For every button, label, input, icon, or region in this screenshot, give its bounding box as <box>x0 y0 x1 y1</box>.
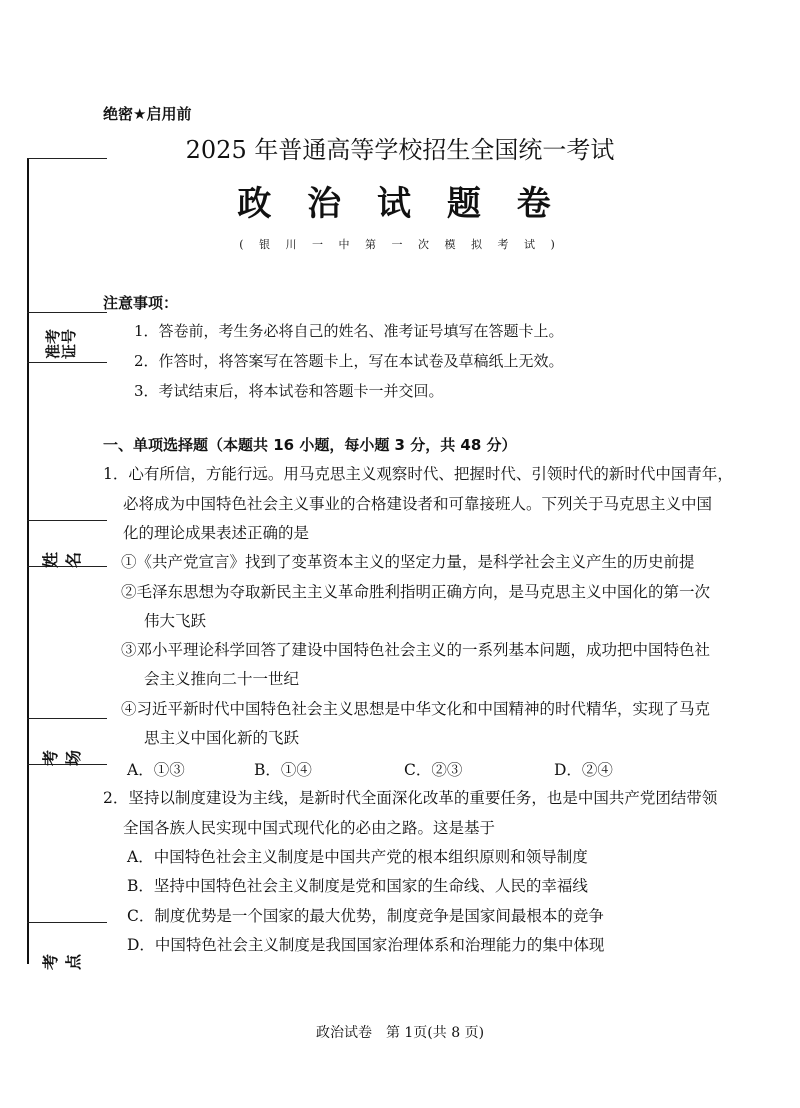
q2-option-c: C．制度优势是一个国家的最大优势，制度竞争是国家间最根本的竞争 <box>127 907 604 925</box>
margin-divider <box>27 312 107 313</box>
margin-label-name <box>41 526 83 569</box>
margin-label-exam-id <box>46 318 76 358</box>
q2-stem-line: 2．坚持以制度建设为主线，是新时代全面深化改革的重要任务，也是中国共产党团结带领 <box>103 789 718 807</box>
q2-stem-line: 全国各族人民实现中国式现代化的必由之路。这是基于 <box>123 819 496 837</box>
notice-item: 1．答卷前，考生务必将自己的姓名、准考证号填写在答题卡上。 <box>134 322 564 340</box>
notice-item: 2．作答时，将答案写在答题卡上，写在本试卷及草稿纸上无效。 <box>134 352 564 370</box>
paper-title: 政 治 试 题 卷 <box>237 184 563 224</box>
margin-label-room <box>41 724 83 767</box>
q1-choice-c: C．②③ <box>404 761 463 779</box>
margin-divider <box>27 922 107 923</box>
section-heading: 一、单项选择题（本题共 16 小题，每小题 3 分，共 48 分） <box>103 436 517 454</box>
q1-statement-2: ②毛泽东思想为夺取新民主主义革命胜利指明正确方向，是马克思主义中国化的第一次 <box>121 583 711 601</box>
confidential-mark: 绝密★启用前 <box>103 105 192 123</box>
margin-label-site <box>41 928 83 971</box>
notice-item: 3．考试结束后，将本试卷和答题卡一并交回。 <box>134 382 444 400</box>
margin-divider <box>27 520 107 521</box>
margin-label-text: 准考证号 <box>44 329 78 360</box>
q1-stem-line: 化的理论成果表述正确的是 <box>123 524 310 542</box>
q1-statement-1: ①《共产党宣言》找到了变革资本主义的坚定力量，是科学社会主义产生的历史前提 <box>121 553 695 571</box>
q2-option-b: B．坚持中国特色社会主义制度是党和国家的生命线、人民的幸福线 <box>127 877 588 895</box>
q2-option-d: D．中国特色社会主义制度是我国国家治理体系和治理能力的集中体现 <box>127 936 605 954</box>
margin-divider <box>27 718 107 719</box>
q1-stem-line: 必将成为中国特色社会主义事业的合格建设者和可靠接班人。下列关于马克思主义中国 <box>123 495 713 513</box>
notice-heading: 注意事项： <box>103 294 179 312</box>
q1-statement-2-cont: 伟大飞跃 <box>144 612 207 630</box>
q1-statement-3: ③邓小平理论科学回答了建设中国特色社会主义的一系列基本问题，成功把中国特色社 <box>121 641 711 659</box>
q2-option-a: A．中国特色社会主义制度是中国共产党的根本组织原则和领导制度 <box>127 848 588 866</box>
q1-statement-4: ④习近平新时代中国特色社会主义思想是中华文化和中国精神的时代精华，实现了马克 <box>121 700 711 718</box>
q1-stem-line: 1．心有所信，方能行远。用马克思主义观察时代、把握时代、引领时代的新时代中国青年， <box>103 465 733 483</box>
margin-label-text: 姓名 <box>41 546 83 569</box>
page-footer: 政治试卷 第 1页(共 8 页) <box>315 1025 485 1041</box>
margin-label-text: 考点 <box>41 948 83 971</box>
exam-subtitle: ( 银 川 一 中 第 一 次 模 拟 考 试 ) <box>239 238 561 251</box>
q1-choice-d: D．②④ <box>554 761 613 779</box>
q1-statement-3-cont: 会主义推向二十一世纪 <box>144 670 300 688</box>
margin-label-text: 考场 <box>41 744 83 767</box>
q1-statement-4-cont: 思主义中国化新的飞跃 <box>144 729 300 747</box>
q1-choice-b: B．①④ <box>254 761 312 779</box>
exam-title: 2025 年普通高等学校招生全国统一考试 <box>185 136 615 164</box>
q1-choice-a: A．①③ <box>127 761 185 779</box>
